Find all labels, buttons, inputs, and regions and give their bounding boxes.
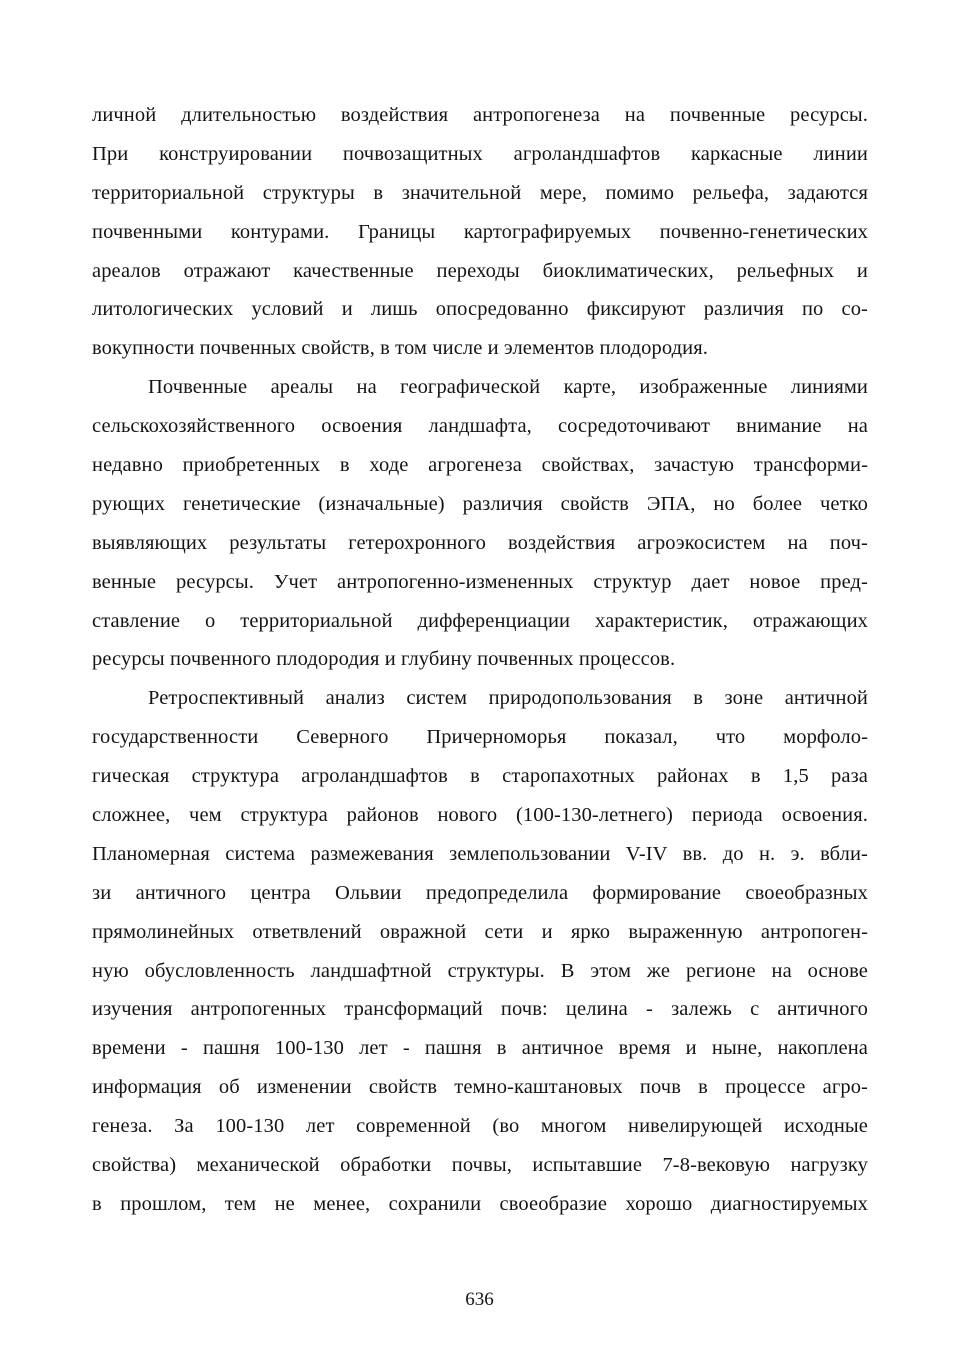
text-line: сельскохозяйственного освоения ландшафта, сосредоточивают внимание на [92,415,868,438]
text-line: в прошлом, тем не менее, сохранили своеобразие хорошо диагностируемых [92,1192,868,1215]
text-line: личной длительностью воздействия антропогенеза на почвенные ресурсы. [92,104,868,126]
paragraph-2 [92,368,868,679]
text-line: При конструировании почвозащитных агроландшафтов каркасные линии [92,142,868,165]
text-line: Ретроспективный анализ систем природопользования в зоне античной [148,687,868,710]
text-line: венные ресурсы. Учет антропогенно-измененных структур дает новое пред- [92,570,868,593]
document-body [92,96,868,1224]
text-line: недавно приобретенных в ходе агрогенеза свойствах, зачастую трансформи- [92,454,868,477]
text-line: территориальной структуры в значительной мере, помимо рельефа, задаются [92,181,868,204]
text-line: генеза. За 100-130 лет современной (во многом нивелирующей исходные [92,1115,868,1138]
text-line: Планомерная система размежевания землепользовании V-IV вв. до н. э. вбли- [92,842,868,865]
text-line: прямолинейных ответвлений овражной сети и ярко выраженную антропоген- [92,920,868,943]
text-line: сложнее, чем структура районов нового (100-130-летнего) периода освоения. [92,804,868,827]
text-line: зи античного центра Ольвии предопределила формирование своеобразных [92,881,868,904]
text-line: ную обусловленность ландшафтной структуры. В этом же регионе на основе [92,959,868,982]
text-line: свойства) механической обработки почвы, испытавшие 7-8-вековую нагрузку [92,1154,868,1177]
page-number: 636 [465,1289,494,1310]
text-line: ставление о территориальной дифференциации характеристик, отражающих [92,609,868,632]
text-line: почвенными контурами. Границы картографируемых почвенно-генетических [92,220,868,243]
text-line: гическая структура агроландшафтов в старопахотных районах в 1,5 раза [92,765,868,788]
text-line: времени - пашня 100-130 лет - пашня в античное время и ныне, накоплена [92,1037,868,1060]
text-line: изучения антропогенных трансформаций почв: целина - залежь с античного [92,998,868,1021]
text-line: вокупности почвенных свойств, в том числе и элементов плодородия. [92,337,708,360]
text-line: выявляющих результаты гетерохронного воздействия агроэкосистем на поч- [92,531,868,554]
text-line: информация об изменении свойств темно-каштановых почв в процессе агро- [92,1076,868,1099]
text-line: литологических условий и лишь опосредованно фиксируют различия по со- [92,298,868,321]
text-line: государственности Северного Причерноморья показал, что морфоло- [92,726,868,749]
text-line: Почвенные ареалы на географической карте, изображенные линиями [148,376,868,399]
paragraph-3 [92,679,868,1223]
text-line: рующих генетические (изначальные) различия свойств ЭПА, но более четко [92,492,868,515]
text-line: ресурсы почвенного плодородия и глубину почвенных процессов. [92,648,676,671]
text-line: ареалов отражают качественные переходы биоклиматических, рельефных и [92,259,868,282]
paragraph-1 [92,96,868,368]
